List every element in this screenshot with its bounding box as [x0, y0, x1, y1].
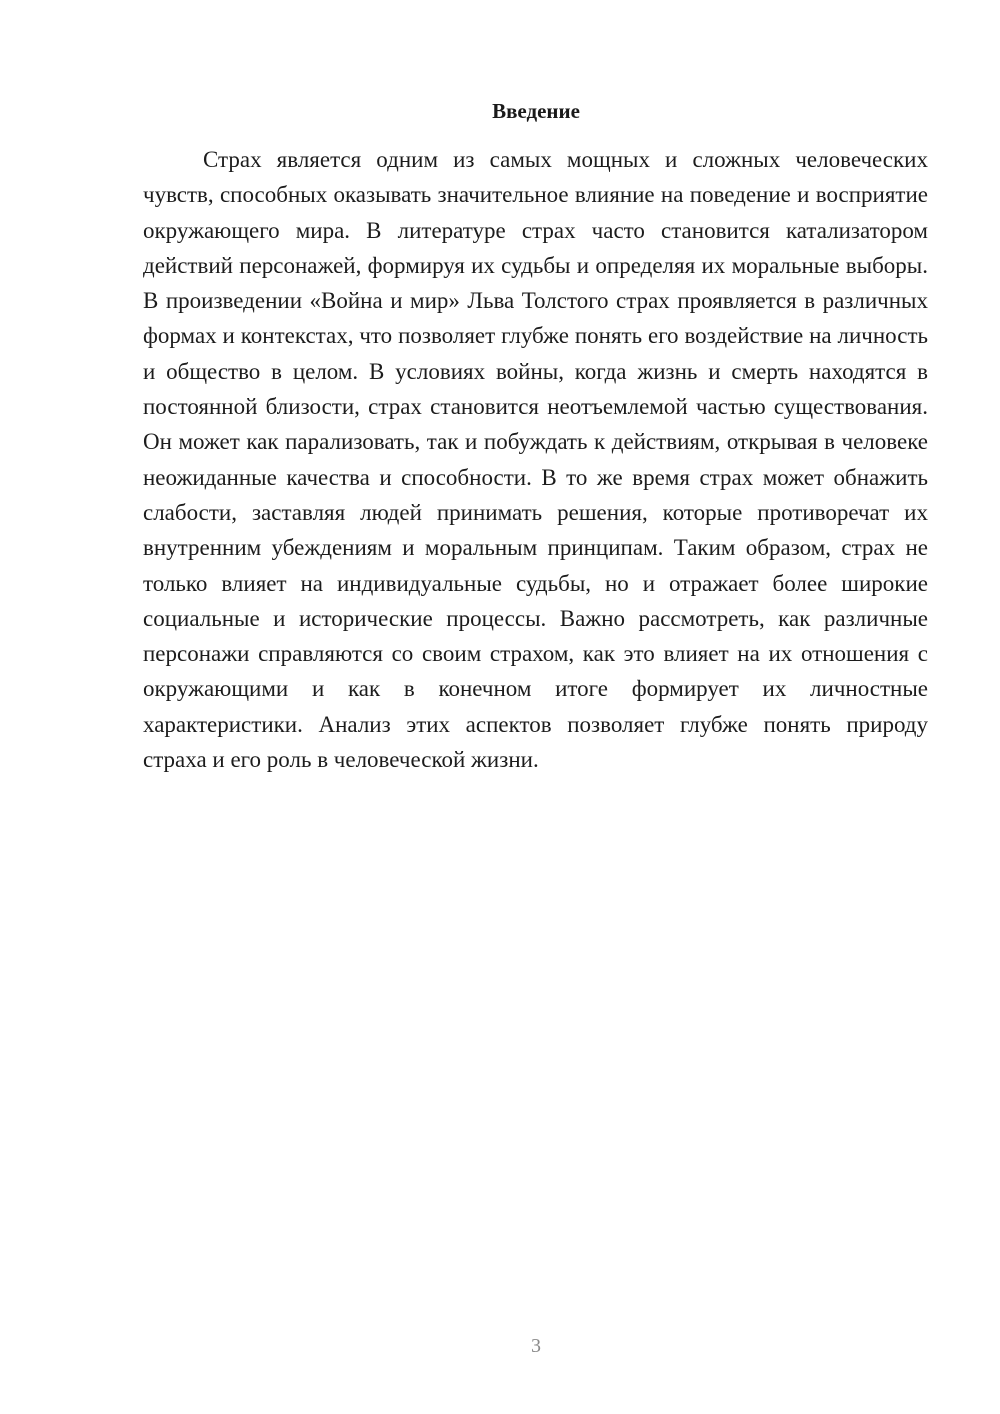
page-number: 3: [531, 1335, 541, 1357]
body-paragraph: Страх является одним из самых мощных и сложных человеческих чувств, способных оказывать значительное влияние на поведение и восприятие окружающего мира. В литературе страх часто становится катализатором действий персонажей, формируя их судьбы и определяя их моральные выборы. В произведении «Война и мир» Льва Толстого страх проявляется в различных формах и контекстах, что позволяет глубже понять его воздействие на личность и общество в целом. В условиях войны, когда жизнь и смерть находятся в постоянной близости, страх становится неотъемлемой частью существования. Он может как парализовать, так и побуждать к действиям, открывая в человеке неожиданные качества и способности. В то же время страх может обнажить слабости, заставляя людей принимать решения, которые противоречат их внутренним убеждениям и моральным принципам. Таким образом, страх не только влияет на индивидуальные судьбы, но и отражает более широкие социальные и исторические процессы. Важно рассмотреть, как различные персонажи справляются со своим страхом, как это влияет на их отношения с окружающими и как в конечном итоге формирует их личностные характеристики. Анализ этих аспектов позволяет глубже понять природу страха и его роль в человеческой жизни.: [143, 147, 928, 773]
section-heading: Введение: [492, 99, 580, 123]
